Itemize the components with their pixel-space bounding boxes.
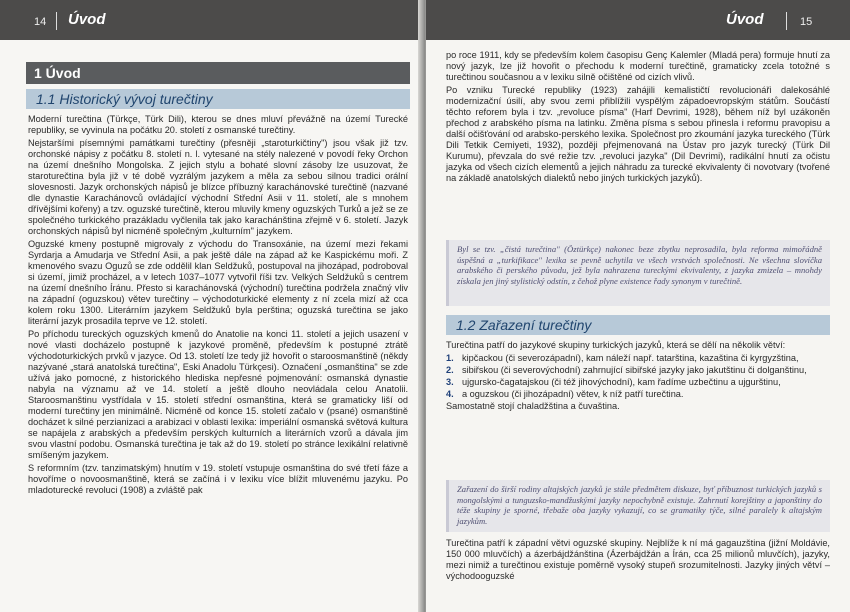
list-item	[446, 365, 830, 376]
list-number: 4.	[446, 389, 454, 399]
list-text: ujgursko-čagatajskou (či též jihovýchodní), kam řadíme uzbečtinu a ujgurštinu,	[462, 377, 781, 387]
paragraph: Po příchodu tureckých oguzských kmenů do Anatolie na konci 11. století a jejich usazení v nové vlasti docházelo postupně k jazykové proměně, především k postupné ztrátě východoturkických prvků v jazyce. Od 13. století lze tedy již hovořit o staroosmanštině (někdy nazývané „stará anatolská turečtina", Eski Anadolu Türkçesi). Označení „osmanština" se zde užívá jako pomocné, z historického hlediska nepřesné pojmenování: osmanská dynastie nabyla na významu až ve 14. století a ještě dlouho neovládala celou Anatolii. Staroosmanštinu vystřídala v 15. století střední osmanština, která se gramaticky liší od moderní turečtiny jen minimálně. Nicméně od konce 15. století začalo v (psané) osmanštině docházet k silné perzianizaci a arabizaci v oblasti lexika: imperiální osmanská světová kultura se napájela z arabských a především perských kulturních a literárních vzorů a dávala jim svou vlastní podobu. Osmanská turečtina je tak až do 19. století po stránce lexikální relativně smíšeným jazykem.	[28, 329, 408, 460]
header-divider	[56, 12, 57, 30]
right-text-column-top	[446, 50, 830, 186]
paragraph: Po vzniku Turecké republiky (1923) zahájili kemalističtí revolucionáři dalekosáhlé modernizační úsilí, aby svou zemi přiblížili vyspělým západoevropským státům. Součástí těchto reforem byla i tzv. „revoluce písma" (Harf Devrimi, 1928), během níž byl uzákoněn přechod z arabského písma na latinku. Změna písma s sebou přinesla i reformu pravopisu a další očišťování od arabsko-perského lexika. Společnost pro zkoumání jazyka tureckého (Türk Dili Tetkik Cemiyeti, 1932), později přejmenovaná na Ústav pro jazyk turecký (Türk Dil Kurumu), převzala do své režie tzv. „revoluci jazyka" (Dil Devrimi), radikální hnutí za očistu jazyka od všech cizích elementů a jejich náhradu za turecké ekvivalenty či novotvary (tvořené na základě anatolských dialektů nebo jiných turkických jazyků).	[446, 85, 830, 183]
list-text: kipčackou (či severozápadní), kam náleží např. tatarština, kazaština či kyrgyzština,	[462, 353, 799, 363]
paragraph: Turečtina patří do jazykové skupiny turkických jazyků, která se dělí na několik větví:	[446, 340, 786, 350]
right-text-column-bottom	[446, 340, 830, 414]
paragraph: po roce 1911, kdy se především kolem časopisu Genç Kalemler (Mladá pera) formuje hnutí za nový jazyk, lze již hovořit o přechodu k moderní turečtině, gramaticky zcela totožné s turečtinou současnou a v lexiku silně očištěné od cizích vlivů.	[446, 50, 830, 82]
right-page	[426, 0, 850, 612]
section-heading: 1.1 Historický vývoj turečtiny	[26, 89, 410, 109]
section-heading: 1.2 Zařazení turečtiny	[446, 315, 830, 335]
note-box: Zařazení do širší rodiny altajských jazyků je stále předmětem diskuze, byť příbuznost turkických jazyků s mongolskými a tunguzsko-mandžuskými jazyky nepochybně existuje. Zahrnutí korejštiny a japonštiny do téže skupiny je sporné, třebaže oba jazyky vykazují, co se gramatiky týče, silné paralely k altajským jazykům.	[446, 480, 830, 532]
list-number: 3.	[446, 377, 454, 387]
page-number: 14	[34, 16, 47, 28]
paragraph: Samostatně stojí chaladžština a čuvaština.	[446, 401, 620, 411]
branch-list	[446, 353, 830, 400]
paragraph: Nejstaršími písemnými památkami turečtiny (přesněji „staroturkičtiny") jsou však již tzv. orchonské nápisy z počátku 8. století n. l. vytesané na stély nalezené v povodí řeky Orchon na území dnešního Mongolska. Z jejich stylu a bohaté slovní zásoby lze usuzovat, že staroturečtina byla již v té době vyzrálým jazykem a měla za sebou silnou tradici orální slovesnosti. Jazyk orchonských nápisů je blízce příbuzný karachánovské turečtině (nazvané dle dynastie Karachánovců ovládající východní Střední Asii v 11. století, ale s mnohem dřívějšími kořeny) a tzv. oguzské turečtině, kterou mluvily kmeny oguzských Turků a jež se ze společného turkického prazákladu vyčlenila tak jako karachánština zřejmě v 6. století. Jazyk orchonských nápisů byl nicméně společným „kulturním" jazykem.	[28, 138, 408, 236]
left-text-column	[28, 114, 408, 610]
list-item	[446, 377, 830, 388]
list-item	[446, 389, 830, 400]
right-page-header	[426, 0, 850, 40]
list-text: a oguzskou (či jihozápadní) větev, k níž patří turečtina.	[462, 389, 684, 399]
page-number: 15	[800, 16, 813, 28]
list-item	[446, 353, 830, 364]
paragraph: Turečtina patří k západní větvi oguzské skupiny. Nejblíže k ní má gagauzština (jižní Moldávie, 150 000 mluvčích) a ázerbájdžánština (Ázerbájdžán a Írán, cca 25 milionů mluvčích), jazyky, mezi nimiž a turečtinou existuje poměrně vysoký stupeň srozumitelnosti. Jazyky jiných větví – východooguzské	[446, 538, 830, 581]
paragraph: Oguzské kmeny postupně migrovaly z východu do Transoxánie, na území mezi řekami Syrdarja a Amudarja ve Střední Asii, a pak ještě dále na západ až ke Kaspickému moři. Z kmenového svazu Oguzů se zde oddělil klan Seldžuků, postupoval na jihozápad, podroboval si území, jimiž procházel, a v letech 1037–1077 vytvořil říši tzv. Velkých Seldžuků s centrem na území dnešního Íránu. Přesto si karachánovská (východní) turečtina podržela značný vliv na západní (oguzskou) větev turečtiny – východoturkické elementy z ní zcela mizí až cca kolem roku 1300. Literárním jazykem Seldžuků byla perština; oguzská turečtina se jako literární jazyk prosadila teprve ve 12. století.	[28, 239, 408, 326]
list-text: sibiřskou (či severovýchodní) zahrnující sibiřské jazyky jako jakutštinu či dolganštinu,	[462, 365, 807, 375]
paragraph: S reformním (tzv. tanzimatským) hnutím v 19. století vstupuje osmanština do své třetí fáze a hovoříme o novoosmanštině, která se začíná i v lexiku více blížit mluvenému jazyku. Po mladoturecké revoluci (1908) a zvláště pak	[28, 463, 408, 495]
running-title: Úvod	[68, 11, 106, 28]
running-title: Úvod	[726, 11, 764, 28]
right-text-column-last	[446, 538, 830, 610]
paragraph: Moderní turečtina (Türkçe, Türk Dili), kterou se dnes mluví převážně na území Turecké republiky, se vyvinula na počátku 20. století z osmanské turečtiny.	[28, 114, 408, 135]
left-page-header	[0, 0, 422, 40]
list-number: 1.	[446, 353, 454, 363]
header-divider	[786, 12, 787, 30]
note-box: Byl se tzv. „čistá turečtina" (Öztürkçe) nakonec beze zbytku neprosadila, byla reforma mimořádně úspěšná a „turkifikace" lexika se pevně uchytila ve všech vrstvách společnosti. Ne všechna slovíčka arabského či perského původu, jež byla nahrazena tureckými ekvivalenty, z jazyka zmizela – mnohdy získala jen jiný stylistický odstín, z čehož plyne existence řady synonym v turečtině.	[446, 240, 830, 306]
left-page	[0, 0, 422, 612]
list-number: 2.	[446, 365, 454, 375]
chapter-heading: 1 Úvod	[26, 62, 410, 84]
